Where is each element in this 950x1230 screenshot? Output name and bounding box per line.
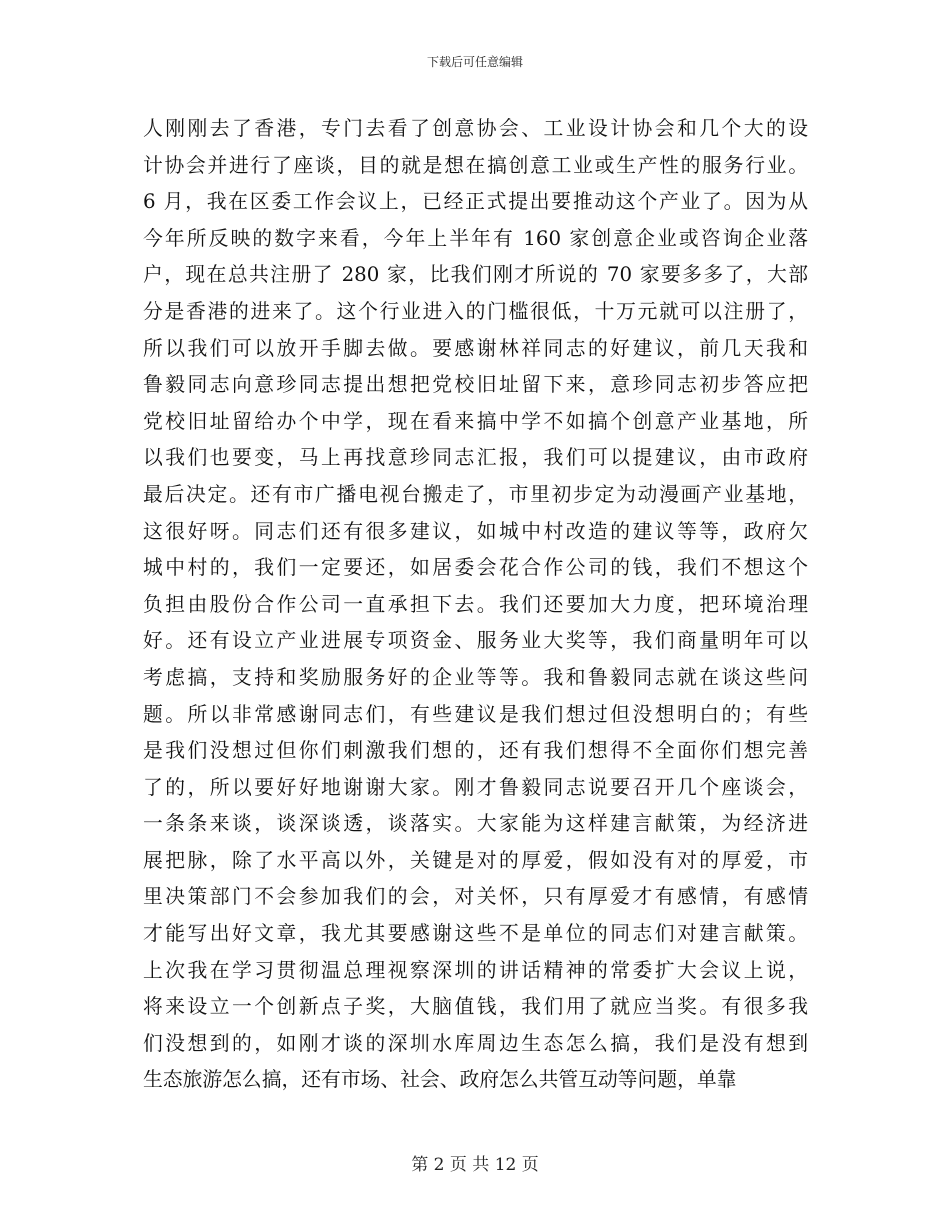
text-line: 里决策部门不会参加我们的会，对关怀，只有厚爱才有感情，有感情 (143, 885, 808, 909)
text-line: 所以我们可以放开手脚去做。要感谢林祥同志的好建议，前几天我和 (143, 336, 808, 360)
text-line: 户，现在总共注册了 280 家，比我们刚才所说的 70 家要多多了，大部 (143, 263, 808, 287)
text-line: 展把脉，除了水平高以外，关键是对的厚爱，假如没有对的厚爱，市 (143, 848, 808, 872)
text-line: 上次我在学习贯彻温总理视察深圳的讲话精神的常委扩大会议上说， (143, 958, 808, 982)
text-line: 城中村的，我们一定要还，如居委会花合作公司的钱，我们不想这个 (143, 556, 808, 580)
text-line: 鲁毅同志向意珍同志提出想把党校旧址留下来，意珍同志初步答应把 (143, 373, 808, 397)
text-line: 一条条来谈，谈深谈透，谈落实。大家能为这样建言献策，为经济进 (143, 812, 808, 836)
text-line: 今年所反映的数字来看，今年上半年有 160 家创意企业或咨询企业落 (143, 226, 808, 250)
text-line: 好。还有设立产业进展专项资金、服务业大奖等，我们商量明年可以 (143, 629, 808, 653)
text-line: 了的，所以要好好地谢谢大家。刚才鲁毅同志说要召开几个座谈会， (143, 775, 808, 799)
text-line: 将来设立一个创新点子奖，大脑值钱，我们用了就应当奖。有很多我 (143, 995, 808, 1019)
text-line: 考虑搞，支持和奖励服务好的企业等等。我和鲁毅同志就在谈这些问 (143, 665, 808, 689)
text-line: 以我们也要变，马上再找意珍同志汇报，我们可以提建议，由市政府 (143, 446, 808, 470)
body-text (143, 111, 808, 1099)
header-note: 下载后可任意编辑 (426, 55, 523, 69)
text-line: 这很好呀。同志们还有很多建议，如城中村改造的建议等等，政府欠 (143, 519, 808, 543)
text-line: 是我们没想过但你们刺激我们想的，还有我们想得不全面你们想完善 (143, 739, 808, 763)
text-line: 6 月，我在区委工作会议上，已经正式提出要推动这个产业了。因为从 (143, 190, 808, 214)
text-line: 分是香港的进来了。这个行业进入的门槛很低，十万元就可以注册了， (143, 299, 808, 323)
page-number: 第 2 页 共 12 页 (411, 1155, 539, 1175)
text-line: 生态旅游怎么搞，还有市场、社会、政府怎么共管互动等问题，单靠 (143, 1068, 737, 1092)
text-line: 人刚刚去了香港，专门去看了创意协会、工业设计协会和几个大的设 (143, 117, 808, 140)
text-line: 才能写出好文章，我尤其要感谢这些不是单位的同志们对建言献策。 (143, 922, 808, 946)
text-line: 最后决定。还有市广播电视台搬走了，市里初步定为动漫画产业基地， (143, 482, 808, 506)
text-line: 计协会并进行了座谈，目的就是想在搞创意工业或生产性的服务行业。 (143, 153, 808, 177)
text-line: 负担由股份合作公司一直承担下去。我们还要加大力度，把环境治理 (143, 592, 808, 616)
text-line: 们没想到的，如刚才谈的深圳水库周边生态怎么搞，我们是没有想到 (143, 1031, 808, 1055)
text-line: 党校旧址留给办个中学，现在看来搞中学不如搞个创意产业基地，所 (143, 409, 808, 433)
text-line: 题。所以非常感谢同志们，有些建议是我们想过但没想明白的；有些 (143, 702, 808, 726)
